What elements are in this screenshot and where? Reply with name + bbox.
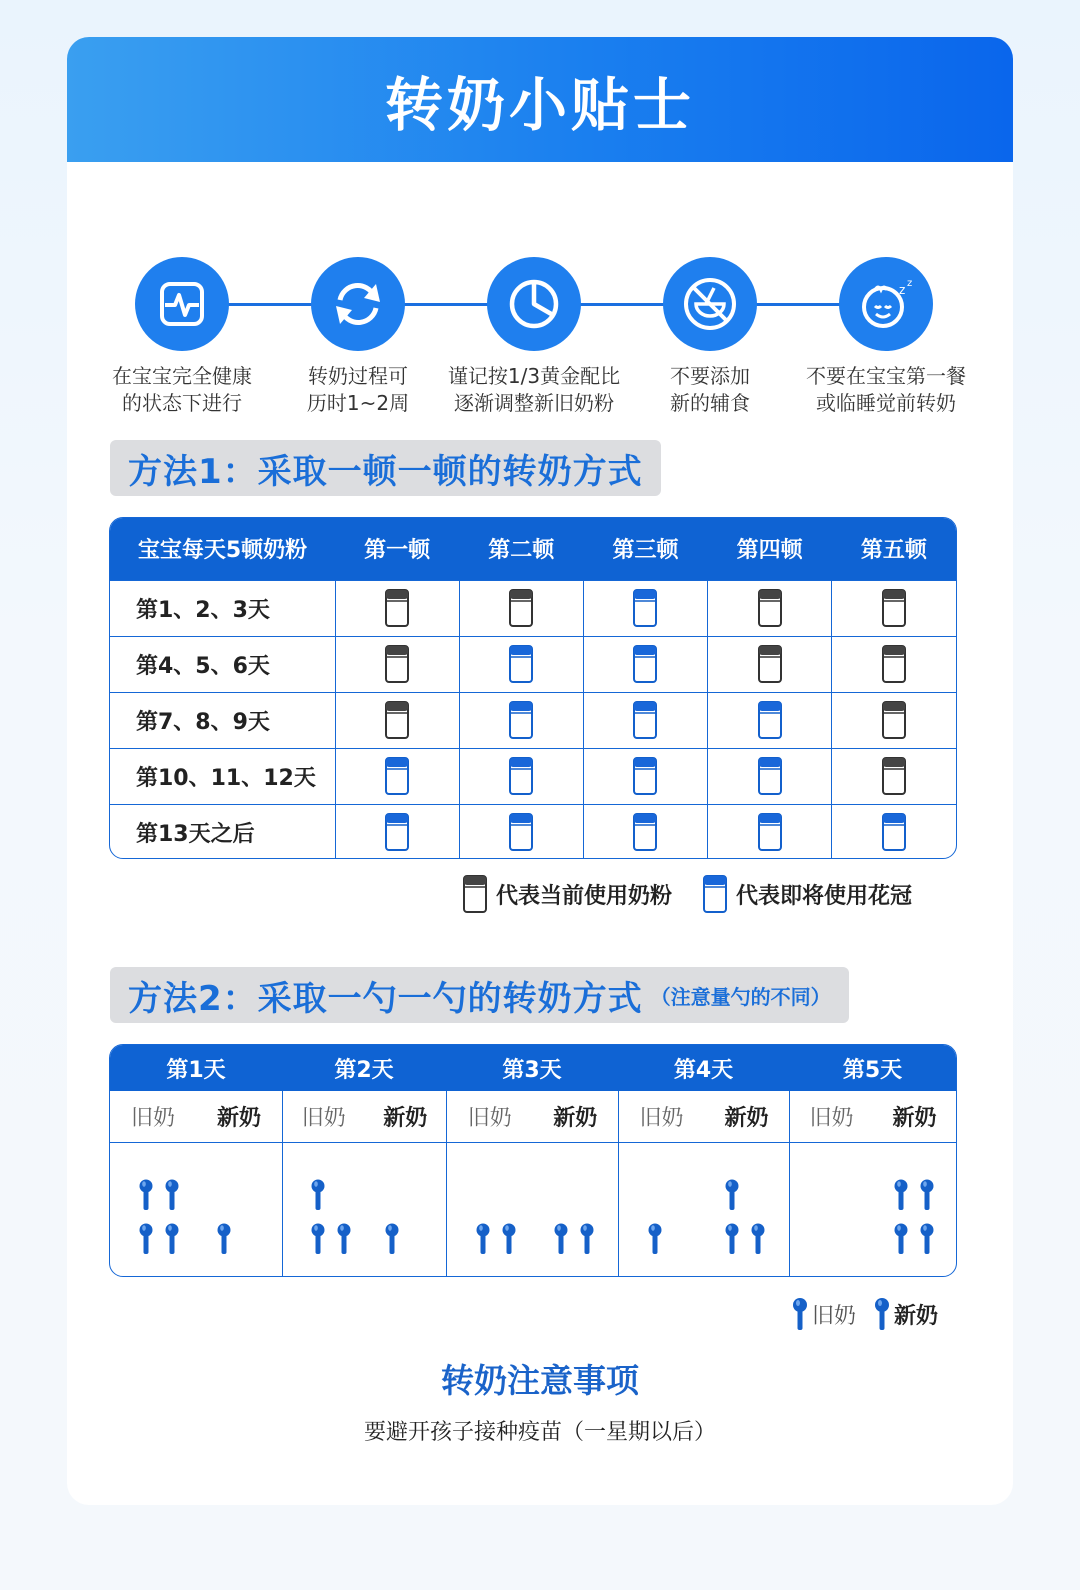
method1-table bbox=[109, 517, 957, 859]
formula-cell bbox=[459, 804, 583, 859]
old-scoop-icon bbox=[792, 1297, 808, 1331]
new-scoop-icon bbox=[751, 1223, 765, 1255]
day-header: 第3天 bbox=[502, 1057, 562, 1083]
row-label: 第10、11、12天 bbox=[110, 748, 335, 804]
day-column bbox=[618, 1091, 789, 1276]
old-scoop-icon bbox=[311, 1223, 325, 1255]
current-formula-can-icon bbox=[881, 756, 907, 796]
new-formula-can-icon bbox=[757, 700, 783, 740]
scoop-subheader bbox=[283, 1091, 446, 1143]
method1-legend bbox=[462, 873, 962, 915]
new-formula-can-icon bbox=[632, 756, 658, 796]
row-label: 第13天之后 bbox=[110, 804, 335, 859]
scoop-subheader bbox=[110, 1091, 282, 1143]
new-formula-label: 新奶 bbox=[724, 1106, 769, 1131]
old-scoop-icon bbox=[311, 1179, 325, 1211]
day-column bbox=[282, 1091, 446, 1276]
scoop-subheader bbox=[447, 1091, 618, 1143]
new-formula-can-icon bbox=[702, 874, 728, 914]
old-scoop-icon bbox=[476, 1223, 490, 1255]
col-header: 第一顿 bbox=[335, 518, 459, 580]
col-header: 第五顿 bbox=[832, 518, 956, 580]
tips-row bbox=[67, 217, 1013, 417]
day-column bbox=[110, 1091, 282, 1276]
page-title: 转奶小贴士 bbox=[384, 70, 695, 139]
new-scoop-icon bbox=[725, 1179, 739, 1211]
formula-cell bbox=[583, 692, 707, 748]
table-row bbox=[110, 580, 956, 636]
formula-cell bbox=[583, 636, 707, 692]
refresh-cycle-icon bbox=[311, 257, 405, 351]
row-label: 第1、2、3天 bbox=[110, 580, 335, 636]
legend-new-label: 代表即将使用花冠 bbox=[736, 883, 913, 909]
formula-cell bbox=[335, 804, 459, 859]
new-formula-can-icon bbox=[508, 644, 534, 684]
formula-cell bbox=[459, 636, 583, 692]
tip-health bbox=[87, 257, 277, 417]
formula-cell bbox=[459, 692, 583, 748]
formula-cell bbox=[335, 692, 459, 748]
scoop-area bbox=[447, 1143, 618, 1275]
row-label: 第7、8、9天 bbox=[110, 692, 335, 748]
tip-line1: 转奶过程可 bbox=[308, 364, 408, 388]
current-formula-can-icon bbox=[384, 644, 410, 684]
new-scoop-icon bbox=[725, 1223, 739, 1255]
day-header: 第1天 bbox=[166, 1057, 226, 1083]
scoop-area bbox=[110, 1143, 282, 1275]
tip-line1: 不要添加 bbox=[670, 364, 750, 388]
new-scoop-icon bbox=[920, 1179, 934, 1211]
old-scoop-icon bbox=[139, 1223, 153, 1255]
old-scoop-icon bbox=[139, 1179, 153, 1211]
formula-cell bbox=[459, 580, 583, 636]
table-header-row bbox=[110, 518, 956, 580]
current-formula-can-icon bbox=[462, 874, 488, 914]
formula-cell bbox=[335, 636, 459, 692]
formula-cell bbox=[583, 580, 707, 636]
old-scoop-icon bbox=[502, 1223, 516, 1255]
formula-cell bbox=[459, 748, 583, 804]
new-formula-label: 新奶 bbox=[892, 1106, 937, 1131]
new-formula-can-icon bbox=[632, 588, 658, 628]
current-formula-can-icon bbox=[881, 644, 907, 684]
col-header: 宝宝每天5顿奶粉 bbox=[110, 518, 335, 580]
day-header: 第5天 bbox=[842, 1057, 903, 1083]
tip-ratio bbox=[439, 257, 629, 417]
new-formula-can-icon bbox=[384, 756, 410, 796]
formula-cell bbox=[583, 748, 707, 804]
new-formula-can-icon bbox=[508, 700, 534, 740]
table-row bbox=[110, 636, 956, 692]
formula-cell bbox=[708, 804, 832, 859]
scoop-subheader bbox=[619, 1091, 789, 1143]
new-scoop-icon bbox=[894, 1223, 908, 1255]
current-formula-can-icon bbox=[384, 700, 410, 740]
pie-chart-icon bbox=[487, 257, 581, 351]
tip-line2: 或临睡觉前转奶 bbox=[816, 391, 956, 415]
col-header: 第三顿 bbox=[583, 518, 707, 580]
current-formula-can-icon bbox=[757, 644, 783, 684]
scoop-columns bbox=[110, 1091, 956, 1276]
old-scoop-icon bbox=[165, 1223, 179, 1255]
tip-line1: 不要在宝宝第一餐 bbox=[806, 364, 966, 388]
table-row bbox=[110, 748, 956, 804]
table-header-row bbox=[110, 1045, 956, 1091]
scoop-area bbox=[790, 1143, 956, 1275]
header-banner bbox=[67, 37, 1013, 162]
row-label: 第4、5、6天 bbox=[110, 636, 335, 692]
new-scoop-icon bbox=[920, 1223, 934, 1255]
new-scoop-icon bbox=[894, 1179, 908, 1211]
legend-new-label: 新奶 bbox=[894, 1303, 939, 1329]
tip-line1: 在宝宝完全健康 bbox=[112, 364, 252, 388]
formula-cell bbox=[708, 636, 832, 692]
table-row bbox=[110, 692, 956, 748]
formula-cell bbox=[583, 804, 707, 859]
tip-duration bbox=[263, 257, 453, 417]
tip-timing bbox=[791, 257, 981, 417]
new-scoop-icon bbox=[385, 1223, 399, 1255]
tip-no-food bbox=[615, 257, 805, 417]
new-formula-label: 新奶 bbox=[216, 1106, 261, 1131]
formula-cell bbox=[708, 692, 832, 748]
tip-line2: 历时1~2周 bbox=[306, 391, 410, 415]
col-header: 第二顿 bbox=[459, 518, 583, 580]
new-scoop-icon bbox=[217, 1223, 231, 1255]
tip-line2: 新的辅食 bbox=[670, 391, 750, 415]
day-column bbox=[789, 1091, 956, 1276]
legend-old-label: 旧奶 bbox=[812, 1303, 857, 1329]
new-scoop-icon bbox=[554, 1223, 568, 1255]
scoop-area bbox=[619, 1143, 789, 1275]
formula-cell bbox=[832, 636, 956, 692]
old-formula-label: 旧奶 bbox=[467, 1106, 512, 1131]
new-scoop-icon bbox=[874, 1297, 890, 1331]
method2-title-box bbox=[110, 967, 849, 1023]
old-formula-label: 旧奶 bbox=[639, 1106, 684, 1131]
tip-line2: 的状态下进行 bbox=[122, 391, 242, 415]
old-scoop-icon bbox=[648, 1223, 662, 1255]
tips-card bbox=[67, 37, 1013, 1505]
method2-legend bbox=[792, 1294, 938, 1334]
svg-text:z: z bbox=[899, 283, 906, 297]
formula-cell bbox=[832, 748, 956, 804]
method1-title: 方法1：采取一顿一顿的转奶方式 bbox=[128, 451, 643, 492]
table-row bbox=[110, 804, 956, 859]
svg-text:z: z bbox=[907, 278, 913, 289]
current-formula-can-icon bbox=[881, 700, 907, 740]
new-formula-can-icon bbox=[757, 756, 783, 796]
sleeping-baby-icon bbox=[839, 257, 933, 351]
method2-subtitle: （注意量勺的不同） bbox=[650, 984, 831, 1009]
no-food-bowl-icon bbox=[663, 257, 757, 351]
current-formula-can-icon bbox=[881, 588, 907, 628]
day-header: 第2天 bbox=[334, 1057, 394, 1083]
method2-table bbox=[109, 1044, 957, 1277]
new-formula-can-icon bbox=[632, 700, 658, 740]
current-formula-can-icon bbox=[508, 588, 534, 628]
method2-title: 方法2：采取一勺一勺的转奶方式 bbox=[128, 978, 643, 1019]
old-scoop-icon bbox=[337, 1223, 351, 1255]
scoop-subheader bbox=[790, 1091, 956, 1143]
tip-line2: 逐渐调整新旧奶粉 bbox=[454, 391, 614, 415]
formula-cell bbox=[335, 748, 459, 804]
scoop-area bbox=[283, 1143, 446, 1275]
day-header: 第4天 bbox=[673, 1057, 734, 1083]
new-formula-label: 新奶 bbox=[553, 1106, 598, 1131]
old-formula-label: 旧奶 bbox=[809, 1106, 854, 1131]
new-formula-can-icon bbox=[632, 644, 658, 684]
formula-cell bbox=[832, 804, 956, 859]
old-scoop-icon bbox=[165, 1179, 179, 1211]
current-formula-can-icon bbox=[384, 588, 410, 628]
tip-line1: 谨记按1/3黄金配比 bbox=[447, 364, 621, 388]
legend-current-label: 代表当前使用奶粉 bbox=[496, 883, 673, 909]
old-formula-label: 旧奶 bbox=[301, 1106, 346, 1131]
old-formula-label: 旧奶 bbox=[130, 1106, 175, 1131]
new-scoop-icon bbox=[580, 1223, 594, 1255]
notice-text: 要避开孩子接种疫苗（一星期以后） bbox=[363, 1420, 716, 1445]
new-formula-can-icon bbox=[508, 756, 534, 796]
day-column bbox=[446, 1091, 618, 1276]
notice-title: 转奶注意事项 bbox=[441, 1361, 639, 1400]
formula-cell bbox=[708, 580, 832, 636]
method1-title-box bbox=[110, 440, 661, 496]
new-formula-can-icon bbox=[757, 812, 783, 852]
formula-cell bbox=[708, 748, 832, 804]
formula-cell bbox=[832, 580, 956, 636]
health-monitor-icon bbox=[135, 257, 229, 351]
new-formula-can-icon bbox=[384, 812, 410, 852]
formula-cell bbox=[832, 692, 956, 748]
new-formula-label: 新奶 bbox=[383, 1106, 428, 1131]
new-formula-can-icon bbox=[508, 812, 534, 852]
new-formula-can-icon bbox=[881, 812, 907, 852]
col-header: 第四顿 bbox=[708, 518, 832, 580]
formula-cell bbox=[335, 580, 459, 636]
current-formula-can-icon bbox=[757, 588, 783, 628]
new-formula-can-icon bbox=[632, 812, 658, 852]
